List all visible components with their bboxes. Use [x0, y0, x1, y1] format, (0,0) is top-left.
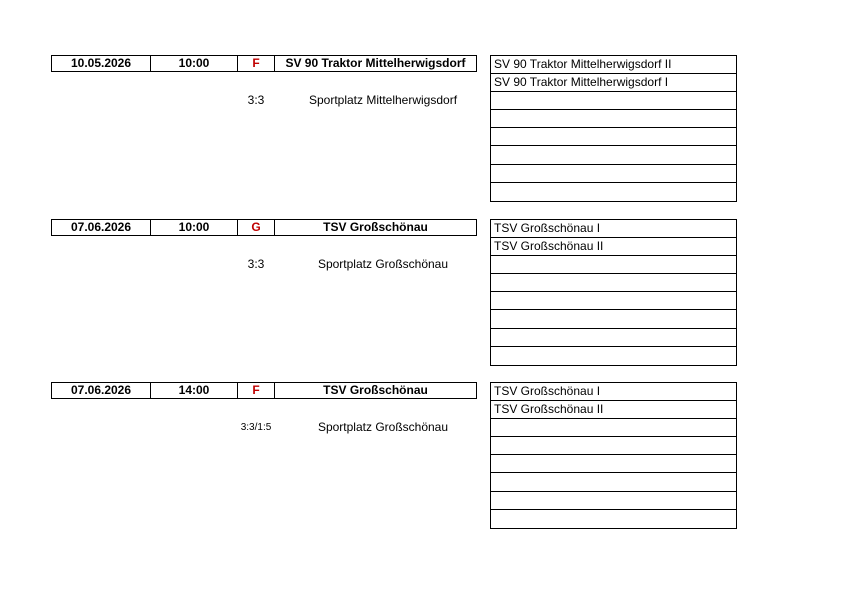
match-format: 3:3: [247, 257, 265, 271]
match-format: 3:3/1:5: [240, 422, 272, 433]
team-slot: TSV Großschönau I: [491, 383, 736, 401]
team-slot: [491, 347, 736, 365]
team-slot: [491, 455, 736, 473]
match-date: 07.06.2026: [51, 382, 151, 399]
match-time: 10:00: [150, 55, 238, 72]
team-slot: [491, 329, 736, 347]
team-slot: TSV Großschönau II: [491, 238, 736, 256]
team-slot: SV 90 Traktor Mittelherwigsdorf II: [491, 56, 736, 74]
team-slot: [491, 256, 736, 274]
match-time: 14:00: [150, 382, 238, 399]
team-slot: [491, 165, 736, 183]
match-ground: Sportplatz Mittelherwigsdorf: [308, 93, 458, 107]
team-list: [490, 382, 737, 529]
match-block: [0, 55, 849, 205]
match-block: [0, 219, 849, 369]
match-time: 10:00: [150, 219, 238, 236]
team-slot: [491, 473, 736, 491]
team-slot: [491, 128, 736, 146]
team-slot: TSV Großschönau II: [491, 401, 736, 419]
match-block: [0, 382, 849, 532]
team-list: [490, 219, 737, 366]
team-slot: [491, 510, 736, 528]
team-slot: [491, 146, 736, 164]
team-slot: [491, 292, 736, 310]
match-group-letter: G: [237, 219, 275, 236]
team-slot: TSV Großschönau I: [491, 220, 736, 238]
match-format: 3:3: [247, 93, 265, 107]
team-slot: [491, 419, 736, 437]
match-host: TSV Großschönau: [274, 382, 477, 399]
team-list: [490, 55, 737, 202]
match-group-letter: F: [237, 55, 275, 72]
match-date: 10.05.2026: [51, 55, 151, 72]
team-slot: [491, 183, 736, 201]
team-slot: [491, 110, 736, 128]
team-slot: [491, 310, 736, 328]
match-ground: Sportplatz Großschönau: [317, 420, 449, 434]
team-slot: SV 90 Traktor Mittelherwigsdorf I: [491, 74, 736, 92]
match-host: SV 90 Traktor Mittelherwigsdorf: [274, 55, 477, 72]
match-group-letter: F: [237, 382, 275, 399]
team-slot: [491, 492, 736, 510]
match-date: 07.06.2026: [51, 219, 151, 236]
match-host: TSV Großschönau: [274, 219, 477, 236]
team-slot: [491, 92, 736, 110]
team-slot: [491, 274, 736, 292]
team-slot: [491, 437, 736, 455]
match-ground: Sportplatz Großschönau: [317, 257, 449, 271]
